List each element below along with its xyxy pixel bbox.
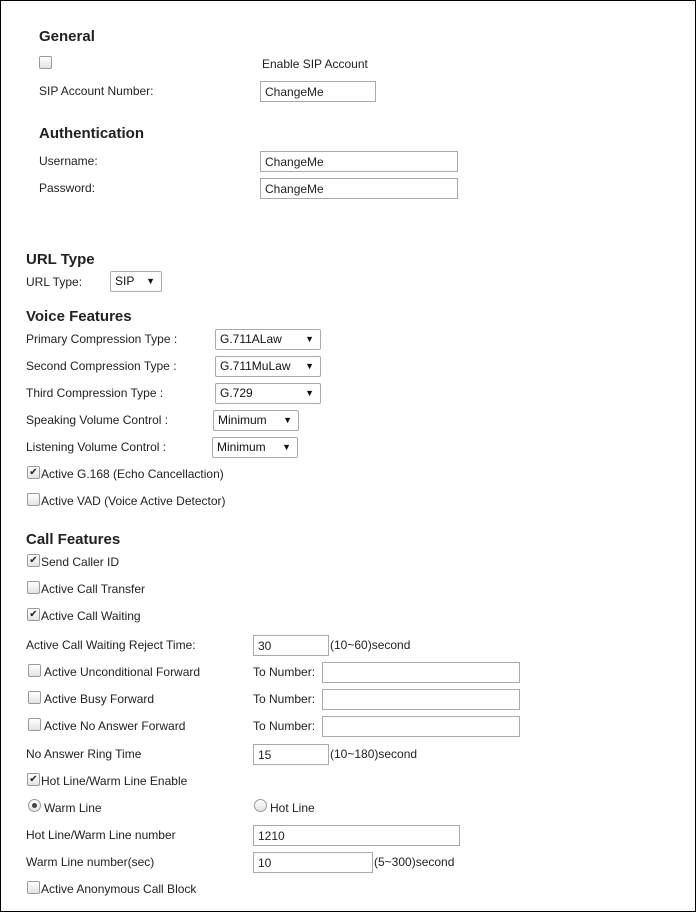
primary-compression-label: Primary Compression Type : [26, 332, 178, 346]
third-compression-select[interactable] [215, 383, 321, 404]
checkmark-icon: ✔ [29, 609, 38, 620]
warm-line-radio[interactable] [28, 799, 41, 812]
busy-forward-checkbox[interactable] [28, 691, 41, 704]
no-answer-to-number-label: To Number: [253, 719, 316, 733]
general-heading: General [39, 28, 95, 45]
url-type-heading: URL Type [26, 251, 95, 268]
unconditional-forward-label: Active Unconditional Forward [44, 665, 201, 679]
no-answer-forward-label: Active No Answer Forward [44, 719, 186, 733]
unconditional-forward-checkbox[interactable] [28, 664, 41, 677]
primary-compression-select[interactable] [215, 329, 321, 350]
anonymous-block-label: Active Anonymous Call Block [41, 882, 197, 896]
sip-account-label: SIP Account Number: [39, 84, 154, 98]
hot-line-label: Hot Line [270, 801, 315, 815]
warm-line-sec-label: Warm Line number(sec) [26, 855, 155, 869]
chevron-down-icon: ▼ [305, 361, 314, 371]
hotline-number-input[interactable] [253, 825, 460, 846]
chevron-down-icon: ▼ [305, 388, 314, 398]
reject-time-input[interactable] [253, 635, 329, 656]
listening-volume-select[interactable] [212, 437, 298, 458]
reject-time-hint: (10~60)second [330, 638, 411, 652]
chevron-down-icon: ▼ [283, 415, 292, 425]
vad-checkbox[interactable] [27, 493, 40, 506]
chevron-down-icon: ▼ [305, 334, 314, 344]
second-compression-label: Second Compression Type : [26, 359, 177, 373]
url-type-select[interactable] [110, 271, 162, 292]
sip-account-input[interactable] [260, 81, 376, 102]
speaking-volume-select[interactable] [213, 410, 299, 431]
speaking-volume-value: Minimum [218, 413, 267, 427]
chevron-down-icon: ▼ [146, 276, 155, 286]
checkmark-icon: ✔ [29, 555, 38, 566]
enable-sip-label: Enable SIP Account [262, 57, 368, 71]
checkmark-icon: ✔ [29, 774, 38, 785]
url-type-label: URL Type: [26, 275, 83, 289]
hotline-number-label: Hot Line/Warm Line number [26, 828, 176, 842]
ring-time-input[interactable] [253, 744, 329, 765]
hotline-enable-label: Hot Line/Warm Line Enable [41, 774, 188, 788]
second-compression-value: G.711MuLaw [220, 359, 291, 373]
url-type-value: SIP [115, 274, 135, 288]
password-label: Password: [39, 181, 96, 195]
call-waiting-label: Active Call Waiting [41, 609, 141, 623]
third-compression-value: G.729 [220, 386, 253, 400]
checkmark-icon: ✔ [29, 467, 38, 478]
username-label: Username: [39, 154, 98, 168]
call-transfer-label: Active Call Transfer [41, 582, 146, 596]
chevron-down-icon: ▼ [282, 442, 291, 452]
warm-line-sec-input[interactable] [253, 852, 373, 873]
primary-compression-value: G.711ALaw [220, 332, 282, 346]
password-input[interactable] [260, 178, 458, 199]
ring-time-label: No Answer Ring Time [26, 747, 142, 761]
hotline-enable-checkbox[interactable] [27, 773, 40, 786]
listening-volume-value: Minimum [217, 440, 266, 454]
authentication-heading: Authentication [39, 125, 144, 142]
listening-volume-label: Listening Volume Control : [26, 440, 167, 454]
ring-time-hint: (10~180)second [330, 747, 418, 761]
no-answer-forward-checkbox[interactable] [28, 718, 41, 731]
third-compression-label: Third Compression Type : [26, 386, 164, 400]
unconditional-to-number-label: To Number: [253, 665, 316, 679]
enable-sip-checkbox[interactable] [39, 56, 52, 69]
hot-line-radio[interactable] [254, 799, 267, 812]
warm-line-label: Warm Line [44, 801, 102, 815]
anonymous-block-checkbox[interactable] [27, 881, 40, 894]
busy-to-number-label: To Number: [253, 692, 316, 706]
send-caller-id-checkbox[interactable] [27, 554, 40, 567]
username-input[interactable] [260, 151, 458, 172]
no-answer-number-input[interactable] [322, 716, 520, 737]
call-transfer-checkbox[interactable] [27, 581, 40, 594]
reject-time-label: Active Call Waiting Reject Time: [26, 638, 196, 652]
second-compression-select[interactable] [215, 356, 321, 377]
call-waiting-checkbox[interactable] [27, 608, 40, 621]
g168-label: Active G.168 (Echo Cancellaction) [41, 467, 224, 481]
g168-checkbox[interactable] [27, 466, 40, 479]
voice-features-heading: Voice Features [26, 308, 132, 325]
send-caller-id-label: Send Caller ID [41, 555, 120, 569]
call-features-heading: Call Features [26, 531, 121, 548]
vad-label: Active VAD (Voice Active Detector) [41, 494, 226, 508]
busy-forward-label: Active Busy Forward [44, 692, 155, 706]
busy-number-input[interactable] [322, 689, 520, 710]
unconditional-number-input[interactable] [322, 662, 520, 683]
speaking-volume-label: Speaking Volume Control : [26, 413, 169, 427]
warm-line-sec-hint: (5~300)second [374, 855, 455, 869]
